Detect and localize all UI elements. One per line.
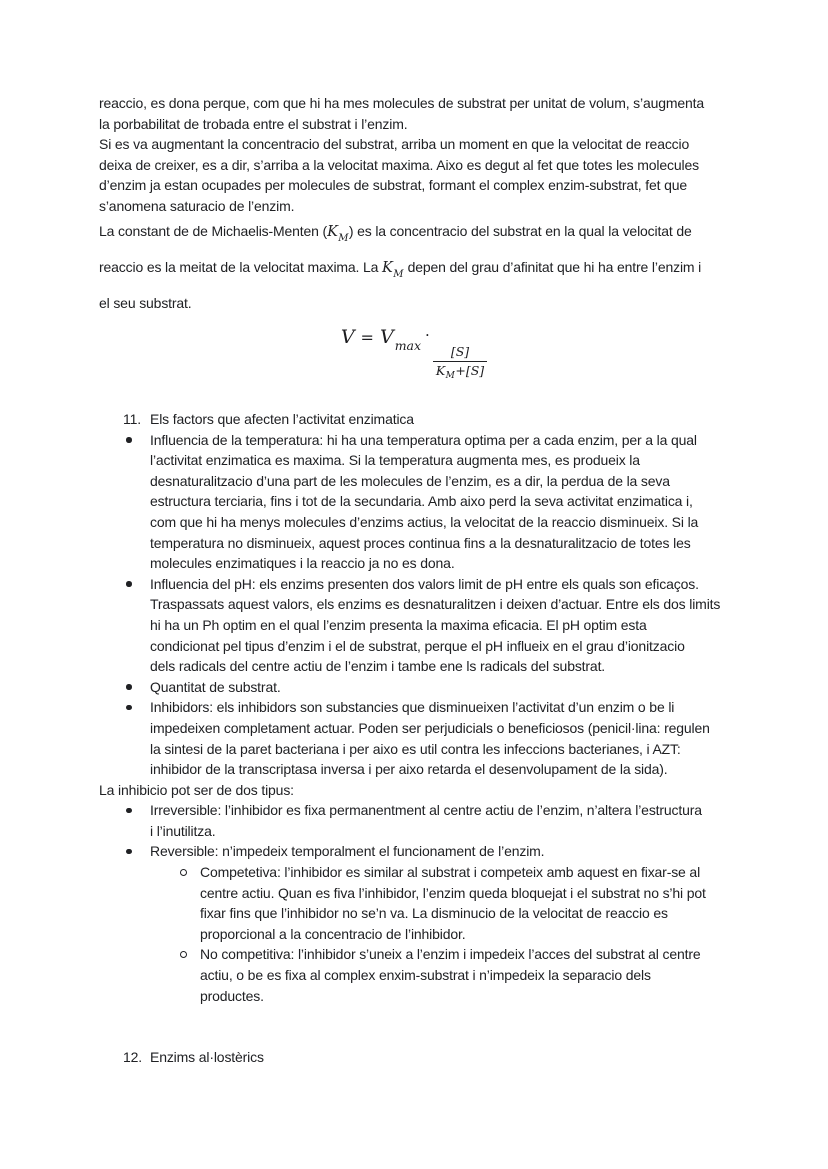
text-line: Competetiva: l’inhibidor es similar al substrat i competeix amb aquest en fixar-se al xyxy=(200,864,701,881)
text-line: deixa de creixer, es a dir, s’arriba a la velocitat maxima. Aixo es degut al fet que totes les molecules xyxy=(99,156,699,173)
text-line: i l’inutilitza. xyxy=(150,822,216,839)
paragraph-inhibicio-tipus xyxy=(99,780,828,801)
list-item-text xyxy=(150,697,710,779)
formula-fraction xyxy=(433,344,487,383)
list-item-text xyxy=(150,430,698,574)
text-line: la sintesi de la paret bacteriana i per aixo es util contra les infeccions bacterianes, i AZT: xyxy=(150,740,681,757)
list-item-text xyxy=(200,944,701,1006)
text-line: proporcional a la concentracio de l’inhibidor. xyxy=(200,925,466,942)
paragraph-michaelis-menten xyxy=(99,217,828,317)
disc-bullet-icon xyxy=(125,841,150,862)
math-subscript: M xyxy=(393,268,404,280)
text-line: d’enzim ja estan ocupades per molecules de substrat, formant el complex enzim-substrat, fet que xyxy=(99,177,688,194)
bullet-ph xyxy=(125,574,828,677)
text-line: reaccio, es dona perque, com que hi ha mes molecules de substrat per unitat de volum, s’augmenta xyxy=(99,95,705,111)
michaelis-menten-equation xyxy=(99,326,729,383)
text-line: fixar fins que l’inhibidor no se’n va. La disminucio de la velocitat de reaccio es xyxy=(200,905,668,922)
text-line: el seu substrat. xyxy=(99,294,192,311)
sub-bullet-no-competitiva xyxy=(178,944,828,1006)
text-line: actiu, o be es fixa al complex enxim-substrat i n’impedeix la separacio dels xyxy=(200,967,651,984)
disc-bullet-icon xyxy=(125,574,150,677)
text-line: productes. xyxy=(200,987,264,1004)
paragraph-substrate-probability xyxy=(99,93,828,134)
list-item-text xyxy=(150,677,281,698)
text-line: desnaturalitzacio d’una part de les molecules de l’enzim, es a dir, la perdua de la seva xyxy=(150,472,670,489)
text-line: Si es va augmentant la concentracio del substrat, arriba un moment en que la velocitat de reaccio xyxy=(99,136,690,153)
formula-equals: = xyxy=(360,327,374,347)
text-line: hi ha un Ph optim en el qual l’enzim presenta la maxima eficacia. El pH optim esta xyxy=(150,616,647,633)
list-item-text xyxy=(150,800,702,841)
text-line: Influencia de la temperatura: hi ha una temperatura optima per a cada enzim, per a la qual xyxy=(150,431,697,448)
text-line: La constant de de Michaelis-Menten $(K_M)$ es la concentracio del substrat en la qual la velocitat de xyxy=(99,222,692,244)
heading-item-11 xyxy=(123,409,828,430)
list-item-text xyxy=(150,574,720,677)
text-line: condicionat pel tipus d’enzim i el de substrat, perque el pH influeix en el grau d’ionitzacio xyxy=(150,637,685,654)
text-line: impedeixen completament actuar. Poden ser perjudicials o beneficiosos (penicil·lina: regulen xyxy=(150,719,710,736)
circle-bullet-icon xyxy=(178,944,200,1006)
text-line: Influencia del pH: els enzims presenten dos valors limit de pH entre els quals son eficaços. xyxy=(150,575,699,592)
list-item-text xyxy=(200,862,706,944)
math-variable: K xyxy=(382,259,393,276)
disc-bullet-icon xyxy=(125,677,150,698)
km-subscript: M xyxy=(445,371,455,382)
blank-line xyxy=(99,1006,828,1027)
list-number-label: 12. xyxy=(123,1049,143,1066)
heading-item-12 xyxy=(123,1047,828,1068)
formula-vmax-base: V xyxy=(379,325,394,348)
fraction-denominator xyxy=(433,361,487,383)
text-line: molecules enzimatiques i la reaccio ja no es dona. xyxy=(150,555,455,572)
text-line: Els factors que afecten l’activitat enzimatica xyxy=(150,411,414,427)
bullet-inhibidors xyxy=(125,697,828,779)
list-number-label: 11. xyxy=(123,411,141,427)
text-line: Inhibidors: els inhibidors son substancies que disminueixen l’activitat d’un enzim o be li xyxy=(150,699,675,716)
text-line: temperatura no disminueix, aquest proces continua fins a la desnaturalitzacio de totes les xyxy=(150,534,691,551)
math-subscript: M xyxy=(338,232,349,244)
bullet-temperatura xyxy=(125,430,828,574)
text-line: centre actiu. Quan es fiva l’inhibidor, l’enzim queda bloquejat i el substrat no s’hi pot xyxy=(200,884,706,901)
math-variable: K xyxy=(327,223,338,240)
disc-bullet-icon xyxy=(125,430,150,574)
sub-bullet-competetiva xyxy=(178,862,828,944)
text-line: Traspassats aquest valors, els enzims es desnaturalitzen i deixen d’actuar. Entre els dos limits xyxy=(150,596,721,613)
blank-line xyxy=(99,1027,828,1048)
list-item-text xyxy=(150,841,544,862)
text-line: la porbabilitat de trobada entre el substrat i l’enzim. xyxy=(99,115,408,132)
km-base: K xyxy=(435,362,446,378)
text-line: com que hi ha menys molecules d’enzims actius, la velocitat de la reaccio disminueix. Si la xyxy=(150,513,699,530)
circle-bullet-icon xyxy=(178,862,200,944)
text-line: La inhibicio pot ser de dos tipus: xyxy=(99,781,294,798)
text-line: dels radicals del centre actiu de l’enzim i tambe ene ls radicals del substrat. xyxy=(150,658,606,675)
bullet-irreversible xyxy=(125,800,828,841)
bullet-quantitat-substrat xyxy=(125,677,828,698)
text-line: Enzims al·lostèrics xyxy=(150,1049,264,1066)
formula-vmax-subscript: max xyxy=(394,337,422,353)
fraction-numerator: [S] xyxy=(450,343,470,359)
formula-lhs: V xyxy=(340,325,355,348)
list-number xyxy=(123,1047,150,1068)
text-line: inhibidor de la transcriptasa inversa i per aixo retarda el desenvolupament de la sida). xyxy=(150,761,668,778)
text-line: estructura terciaria, fins i tot de la secundaria. Amb aixo perd la seva activitat enzimatica i, xyxy=(150,493,693,510)
formula-multiply-dot: · xyxy=(425,325,430,344)
text-line: No competitiva: l’inhibidor s’uneix a l’enzim i impedeix l’acces del substrat al centre xyxy=(200,946,701,963)
denominator-rest: +[S] xyxy=(455,362,485,378)
text-line: s’anomena saturacio de l’enzim. xyxy=(99,197,295,214)
text-line: l’activitat enzimatica es maxima. Si la temperatura augmenta mes, es produeix la xyxy=(150,452,640,469)
list-item-text xyxy=(150,409,414,430)
disc-bullet-icon xyxy=(125,697,150,779)
list-number xyxy=(123,409,150,430)
text-line: Reversible: n’impedeix temporalment el funcionament de l’enzim. xyxy=(150,843,545,860)
text-line: Irreversible: l’inhibidor es fixa permanentment al centre actiu de l’enzim, n’altera l’estructura xyxy=(150,802,702,819)
bullet-reversible xyxy=(125,841,828,862)
text-line: reaccio es la meitat de la velocitat maxima. La $K_M$ depen del grau d’afinitat que hi ha entre l’enzim i xyxy=(99,258,702,280)
list-item-text xyxy=(150,1047,264,1068)
disc-bullet-icon xyxy=(125,800,150,841)
paragraph-saturation xyxy=(99,134,828,216)
text-line: Quantitat de substrat. xyxy=(150,678,281,695)
